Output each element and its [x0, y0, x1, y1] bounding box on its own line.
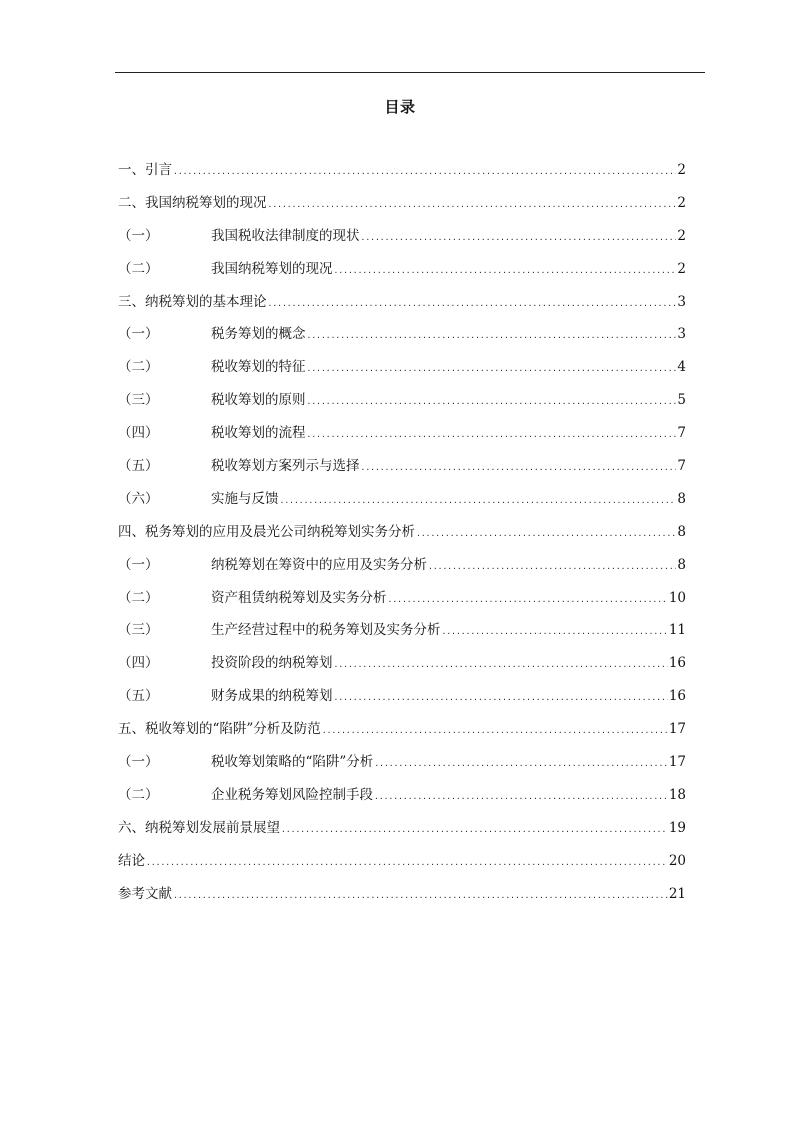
toc-entry-title: 我国税收法律制度的现状	[211, 227, 360, 244]
toc-entry-number: 二、	[118, 194, 145, 211]
toc-entry-page: 7	[677, 425, 686, 442]
toc-dot-leader	[334, 688, 668, 708]
toc-entry-page: 2	[677, 260, 686, 277]
toc-entry-number: （二）	[118, 786, 159, 803]
toc-dot-leader	[307, 359, 677, 379]
toc-entry-page: 10	[668, 589, 686, 606]
toc-entry-title: 结论	[118, 852, 145, 869]
toc-entry-page: 17	[668, 721, 686, 738]
toc-entry-title: 我国纳税筹划的现况	[145, 194, 267, 211]
toc-entry-page: 19	[668, 819, 686, 836]
toc-entry-page: 2	[677, 194, 686, 211]
toc-entry-title: 参考文献	[118, 885, 172, 902]
toc-entry-title: 财务成果的纳税筹划	[211, 688, 333, 705]
toc-entry-page: 17	[668, 754, 686, 771]
toc-entry[interactable]	[118, 423, 686, 456]
toc-entry-number: （二）	[118, 589, 159, 606]
toc-entry-title: 引言	[145, 162, 172, 178]
toc-entry-title: 税务筹划的应用及晨光公司纳税筹划实务分析	[145, 523, 415, 540]
toc-dot-leader	[334, 655, 668, 675]
toc-entry-title: 生产经营过程中的税务筹划及实务分析	[211, 622, 441, 639]
toc-entry[interactable]	[118, 785, 686, 818]
toc-entry-title: 税收筹划方案列示与选择	[211, 458, 360, 475]
toc-entry[interactable]	[118, 752, 686, 785]
toc-entry-page: 3	[677, 326, 686, 343]
toc-entry[interactable]	[118, 324, 686, 357]
toc-entry-page: 2	[677, 227, 686, 244]
toc-entry[interactable]	[118, 259, 686, 292]
toc-entry[interactable]	[118, 456, 686, 489]
toc-entry[interactable]	[118, 851, 686, 884]
toc-dot-leader	[334, 261, 677, 281]
toc-entry-number: 一、	[118, 162, 145, 178]
toc-entry-number: （一）	[118, 556, 159, 573]
toc-entry-number: 三、	[118, 293, 145, 310]
toc-entry-title: 税收筹划的特征	[211, 359, 306, 376]
toc-entry-title: 税收筹划的“陷阱”分析及防范	[145, 721, 321, 738]
toc-dot-leader	[322, 721, 668, 741]
toc-entry-title: 投资阶段的纳税筹划	[211, 655, 333, 672]
toc-entry-title: 税收筹划的流程	[211, 425, 306, 442]
toc-entry[interactable]	[118, 357, 686, 390]
toc-dot-leader	[361, 228, 677, 248]
toc-entry[interactable]	[118, 160, 686, 193]
toc-entry-title: 纳税筹划发展前景展望	[145, 819, 280, 836]
toc-entry-page: 8	[677, 523, 686, 540]
toc-dot-leader	[281, 820, 668, 840]
toc-dot-leader	[307, 425, 677, 445]
toc-dot-leader	[442, 622, 668, 642]
toc-entry-number: 六、	[118, 819, 145, 836]
toc-dot-leader	[361, 458, 677, 478]
toc-entry[interactable]	[118, 686, 686, 719]
toc-entry-title: 资产租赁纳税筹划及实务分析	[211, 589, 387, 606]
toc-entry[interactable]	[118, 818, 686, 851]
toc-entry[interactable]	[118, 193, 686, 226]
toc-dot-leader	[280, 491, 677, 511]
toc-entry-number: 四、	[118, 523, 145, 540]
toc-entry-page: 20	[668, 852, 686, 869]
toc-dot-leader	[173, 162, 676, 182]
toc-dot-leader	[307, 326, 677, 346]
toc-entry-page: 16	[668, 688, 686, 705]
toc-entry[interactable]	[118, 555, 686, 588]
toc-entry-title: 实施与反馈	[211, 490, 279, 507]
toc-dot-leader	[268, 195, 677, 215]
page-title: 目录	[384, 98, 416, 116]
toc-entry-title: 纳税筹划在筹资中的应用及实务分析	[211, 556, 427, 573]
toc-entry-number: （二）	[118, 359, 159, 376]
toc-entry-number: （四）	[118, 655, 159, 672]
toc-dot-leader	[374, 787, 668, 807]
toc-dot-leader	[374, 754, 668, 774]
toc-entry-page: 16	[668, 655, 686, 672]
toc-dot-leader	[307, 392, 677, 412]
toc-entry[interactable]	[118, 588, 686, 621]
toc-entry-number: （二）	[118, 260, 159, 277]
toc-entry[interactable]	[118, 390, 686, 423]
toc-entry-number: （五）	[118, 458, 159, 475]
table-of-contents	[118, 160, 686, 916]
toc-entry-number: （一）	[118, 227, 159, 244]
toc-entry-page: 8	[677, 490, 686, 507]
toc-entry-title: 纳税筹划的基本理论	[145, 293, 267, 310]
toc-entry-page: 11	[668, 622, 686, 639]
toc-entry[interactable]	[118, 292, 686, 325]
toc-dot-leader	[428, 557, 676, 577]
header-rule	[115, 72, 705, 73]
toc-entry[interactable]	[118, 620, 686, 653]
toc-entry-page: 7	[677, 458, 686, 475]
toc-entry-page: 3	[677, 293, 686, 310]
toc-entry-number: （三）	[118, 622, 159, 639]
toc-entry-title: 税务筹划的概念	[211, 326, 306, 343]
toc-entry-number: （五）	[118, 688, 159, 705]
toc-entry-number: （四）	[118, 425, 159, 442]
toc-dot-leader	[146, 853, 668, 873]
toc-entry-title: 税收筹划的原则	[211, 392, 306, 409]
toc-dot-leader	[388, 590, 668, 610]
toc-entry-number: （一）	[118, 754, 159, 771]
toc-entry-title: 企业税务筹划风险控制手段	[211, 786, 373, 803]
toc-entry-title: 我国纳税筹划的现况	[211, 260, 333, 277]
toc-entry-page: 4	[677, 359, 686, 376]
toc-entry-page: 8	[677, 556, 686, 573]
toc-entry-page: 5	[677, 392, 686, 409]
toc-entry-number: （三）	[118, 392, 159, 409]
toc-entry[interactable]	[118, 522, 686, 555]
toc-entry-title: 税收筹划策略的“陷阱”分析	[211, 754, 374, 771]
toc-entry[interactable]	[118, 653, 686, 686]
toc-dot-leader	[268, 294, 677, 314]
toc-entry[interactable]	[118, 719, 686, 752]
toc-entry[interactable]	[118, 884, 686, 917]
toc-entry-number: （一）	[118, 326, 159, 343]
toc-entry-page: 18	[668, 786, 686, 803]
toc-entry[interactable]	[118, 226, 686, 259]
toc-entry[interactable]	[118, 489, 686, 522]
toc-entry-number: （六）	[118, 490, 159, 507]
toc-entry-page: 2	[677, 162, 686, 178]
toc-dot-leader	[416, 524, 676, 544]
toc-entry-number: 五、	[118, 721, 145, 738]
toc-entry-page: 21	[668, 885, 686, 902]
toc-dot-leader	[173, 886, 668, 906]
